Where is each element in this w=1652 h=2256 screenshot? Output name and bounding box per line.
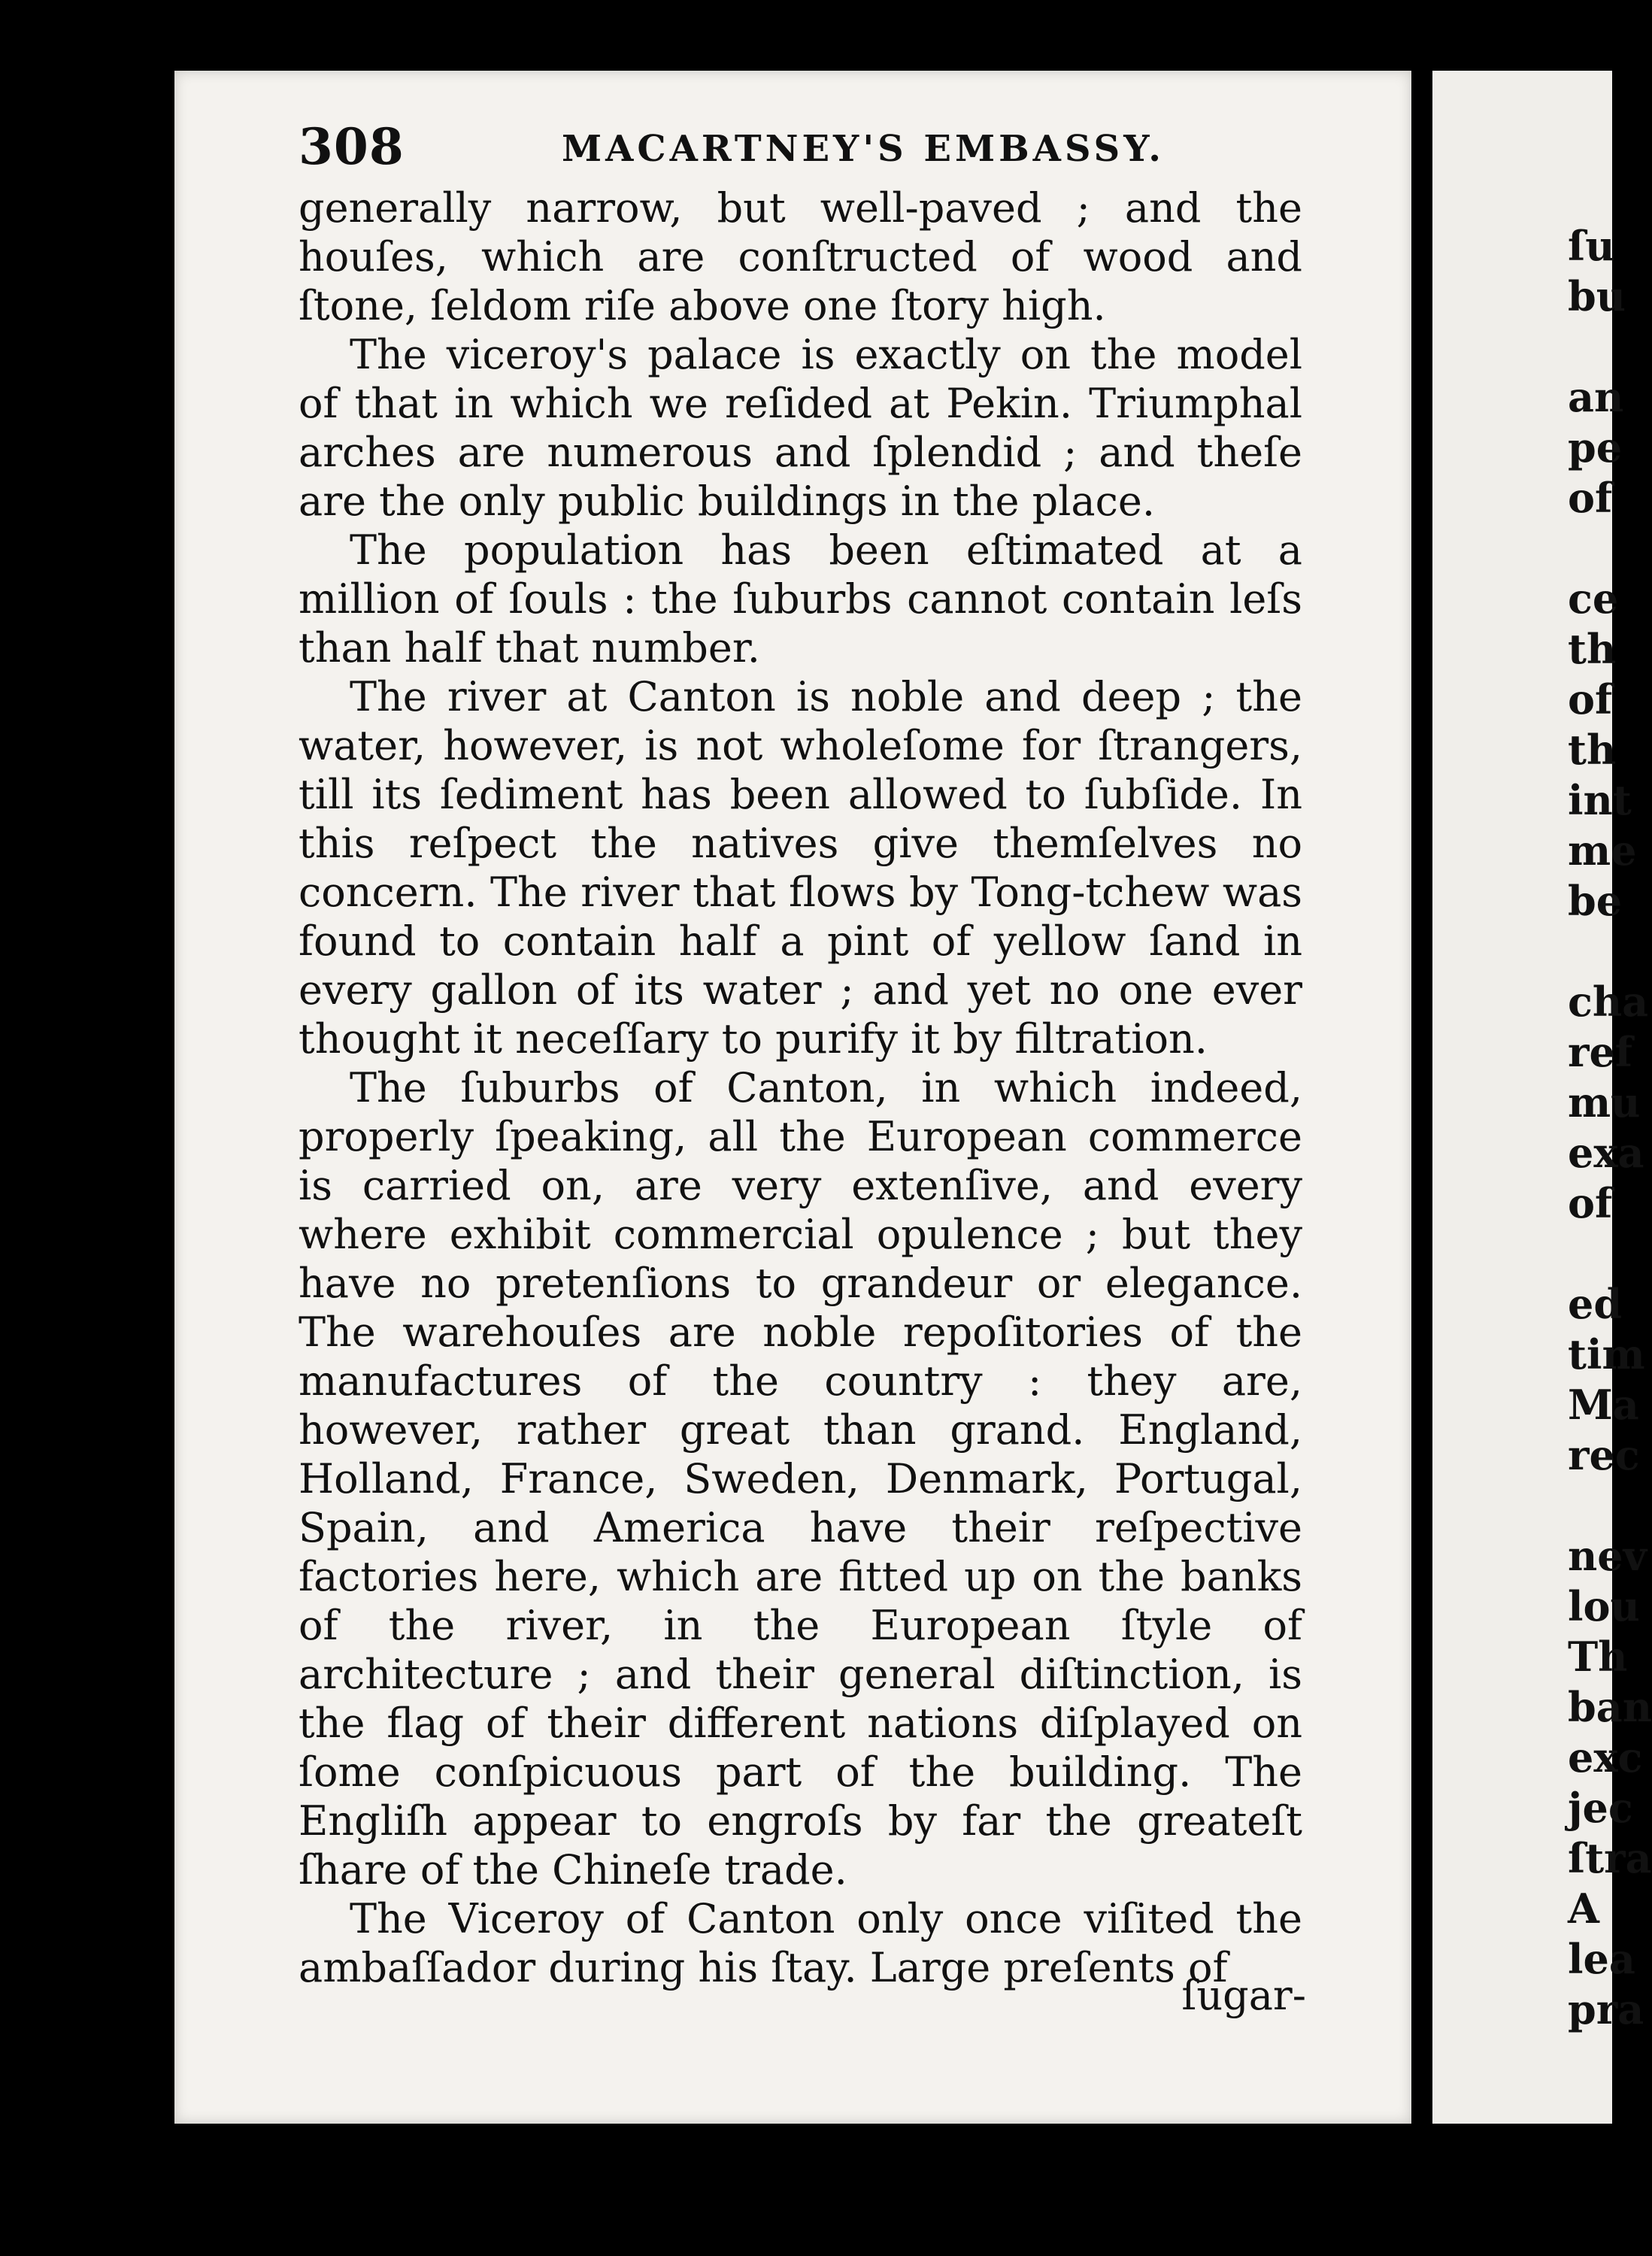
facing-line: ban <box>1568 1683 1652 1731</box>
facing-line <box>1568 926 1652 977</box>
facing-line <box>1568 1481 1652 1531</box>
facing-line: jec <box>1568 1784 1633 1832</box>
facing-line <box>1568 1229 1652 1279</box>
facing-line: Ma <box>1568 1381 1639 1429</box>
facing-line: mu <box>1568 1078 1641 1126</box>
facing-line <box>1568 523 1652 574</box>
facing-line: ſu <box>1568 222 1615 270</box>
paragraph: The Viceroy of Canton only once viſited the ambaſſador during his ſtay. Large preſents of <box>299 1895 1302 1991</box>
facing-line: th <box>1568 625 1617 673</box>
facing-line: be <box>1568 877 1623 925</box>
facing-line: of <box>1568 1179 1613 1227</box>
facing-line: A <box>1568 1885 1599 1933</box>
facing-line: nev <box>1568 1532 1647 1580</box>
facing-line: me <box>1568 826 1637 875</box>
facing-line: th <box>1568 726 1617 774</box>
facing-line: cha <box>1568 978 1649 1026</box>
paragraph: The ſuburbs of Canton, in which indeed, properly ſpeaking, all the European commerce is carried on, are very extenſive, and every where exhibit commercial opulence ; but they have no pretenſions to grandeur or elegance. The warehouſes are noble repoſitories of the manufactures of the country : they are, however, rather great than grand. England, Holland, France, Sweden, Denmark, Portugal, Spain, and America have their reſpective factories here, which are fitted up on the banks of the river, in the European ſtyle of architecture ; and their general diſtinction, is the flag of their different nations diſplayed on ſome conſpicuous part of the building. The Engliſh appear to engroſs by far the greateſt ſhare of the Chineſe trade. <box>299 1064 1302 1894</box>
facing-line: pe <box>1568 423 1623 472</box>
page-header <box>299 117 1269 193</box>
paragraph: The viceroy's palace is exactly on the model of that in which we reſided at Pekin. Triumphal arches are numerous and ſplendid ; and theſe are the only public buildings in the place. <box>299 331 1302 525</box>
facing-line: ſtra <box>1568 1834 1652 1882</box>
page-gutter <box>1411 71 1432 2124</box>
facing-line: Th <box>1568 1633 1628 1681</box>
facing-line <box>1568 322 1652 372</box>
facing-page-text <box>1568 221 1652 2035</box>
book-page-right-edge <box>1432 71 1652 2124</box>
facing-line: rec <box>1568 1431 1640 1479</box>
facing-line: exa <box>1568 1129 1644 1177</box>
page-number: 308 <box>299 117 405 176</box>
facing-line: int <box>1568 776 1632 824</box>
facing-line: tim <box>1568 1330 1645 1378</box>
facing-line: pra <box>1568 1985 1644 2033</box>
facing-line: of <box>1568 675 1613 723</box>
facing-line: of <box>1568 474 1613 522</box>
facing-line: ref <box>1568 1028 1633 1076</box>
facing-line: lea <box>1568 1935 1635 1983</box>
book-page-left <box>174 71 1411 2124</box>
body-text <box>299 183 1302 1992</box>
facing-line: lou <box>1568 1582 1640 1630</box>
facing-line: exc <box>1568 1733 1643 1781</box>
facing-line: an <box>1568 373 1624 421</box>
facing-line: ce <box>1568 575 1619 623</box>
catchword: ſugar- <box>1181 1972 1306 2019</box>
paragraph: generally narrow, but well-paved ; and the houſes, which are conſtructed of wood and ſtone, ſeldom riſe above one ſtory high. <box>299 184 1302 329</box>
paragraph: The river at Canton is noble and deep ; the water, however, is not wholeſome for ſtrangers, till its ſediment has been allowed to ſubſide. In this reſpect the natives give themſelves no concern. The river that flows by Tong-tchew was found to contain half a pint of yellow ſand in every gallon of its water ; and yet no one ever thought it neceſſary to purify it by filtration. <box>299 673 1302 1063</box>
facing-line: ed <box>1568 1280 1623 1328</box>
running-head: MACARTNEY'S EMBASSY. <box>562 128 1165 170</box>
paragraph: The population has been eſtimated at a million of ſouls : the ſuburbs cannot contain leſs than half that number. <box>299 526 1302 672</box>
facing-line: bu <box>1568 272 1626 320</box>
